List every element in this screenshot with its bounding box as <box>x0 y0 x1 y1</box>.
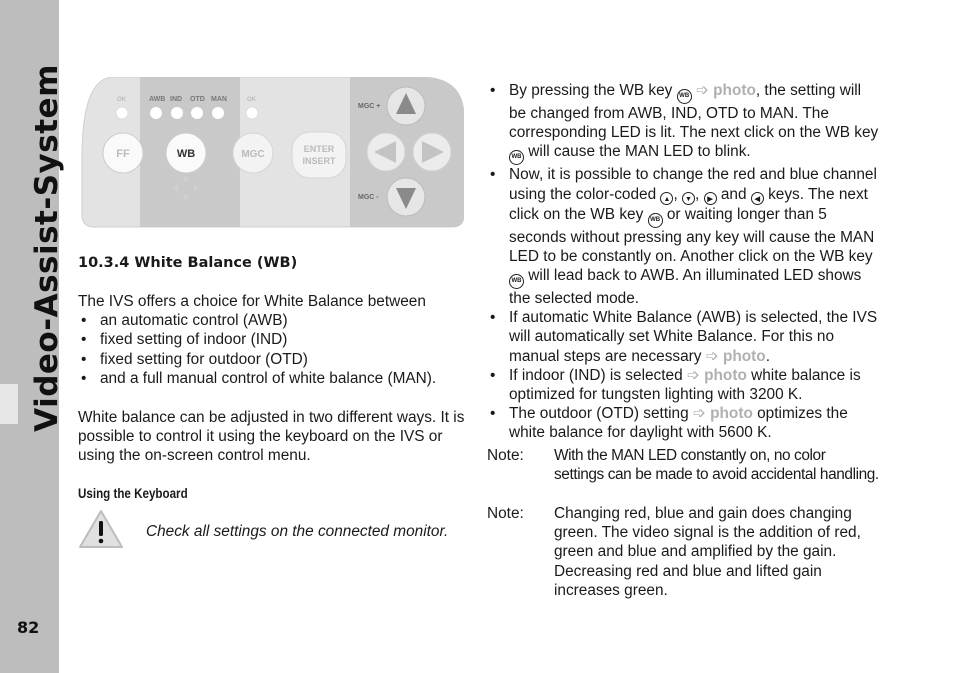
note-label: Note: <box>487 505 524 522</box>
section-heading: 10.3.4 White Balance (WB) <box>78 255 298 271</box>
bullet2-and: and <box>720 185 747 203</box>
led-label-man: MAN <box>211 96 227 103</box>
bullet2-text-c: or waiting longer than 5 seconds without pressing any key will cause the MAN LED to be constantly on. Another click on the WB key <box>509 205 875 265</box>
list-item: • an automatic control (AWB) <box>78 311 470 330</box>
svg-text:ENTER: ENTER <box>303 144 335 154</box>
photo-link[interactable]: photo <box>710 405 753 423</box>
right-bullets <box>487 81 879 443</box>
wb-key-icon: WB <box>677 89 692 104</box>
bullet1-text-b: , the setting will be changed from AWB, IND, OTD to MAN. The corresponding LED is lit. The next click on the WB key <box>509 82 879 142</box>
svg-text:OK: OK <box>247 97 256 103</box>
list-item: • Now, it is possible to change the red and blue channel using the color-coded ▲ , ▼ , ▶ and ◀ keys. The next click on the WB key WB or waiting longer than 5 seconds without pressing any key will cause the MAN LED to be constantly on. Another click on the WB key WB will lead back to AWB. An illuminated LED shows the selected mode. <box>487 165 879 308</box>
photo-link[interactable]: photo <box>704 366 747 384</box>
mgc-button-label: MGC <box>241 149 265 160</box>
bullet4-text-b: white balance is optimized for tungsten lighting with 3200 K. <box>509 366 861 404</box>
wb-key-icon: WB <box>509 274 524 289</box>
bullet3-text-a: If automatic White Balance (AWB) is selected, the IVS will automatically set White Balance. For this no manual steps are necessary <box>509 309 878 365</box>
list-item: • If automatic White Balance (AWB) is selected, the IVS will automatically set White Balance. For this no manual steps are necessary ➩ photo. <box>487 308 879 366</box>
note-label: Note: <box>487 447 524 464</box>
wb-key-icon: WB <box>509 150 524 165</box>
instruction-list <box>487 81 879 443</box>
arrow-right-icon: ➩ <box>705 347 719 365</box>
left-para2: White balance can be adjusted in two different ways. It is possible to control it using the keyboard on the IVS or using the on-screen control menu. <box>78 409 465 465</box>
bullet1-text-a: By pressing the WB key <box>509 82 673 99</box>
photo-link[interactable]: photo <box>713 82 756 99</box>
led-label-otd: OTD <box>190 96 205 103</box>
bullet5-text-a: The outdoor (OTD) setting <box>509 405 689 423</box>
choice-list <box>78 311 470 388</box>
bullet2-text-d: will lead back to AWB. An illuminated LED shows the selected mode. <box>509 267 862 308</box>
led-label-awb: AWB <box>149 96 166 103</box>
list-item <box>487 404 879 442</box>
note-1 <box>487 446 879 484</box>
list-item: • fixed setting for outdoor (OTD) <box>78 350 470 369</box>
photo-link[interactable]: photo <box>722 347 766 365</box>
bullet2-text-a: Now, it is possible to change the red and blue channel using the color-coded <box>509 166 877 203</box>
left-intro <box>78 292 470 388</box>
warning-text: Check all settings on the connected monitor. <box>146 523 449 540</box>
note-1-text: With the MAN LED constantly on, no color settings can be made to avoid accidental handling. <box>554 447 879 484</box>
arrow-right-icon: ➩ <box>692 405 706 423</box>
note-2-text: Changing red, blue and gain does changing green. The video signal is the addition of red, green and blue and amplified by the gain. Decreasing red and blue and lifted gain increases green. <box>554 505 861 599</box>
enter-insert-button[interactable] <box>292 132 346 178</box>
page-number: 82 <box>17 618 40 637</box>
sidebar-band <box>0 384 18 424</box>
ivs-keyboard-illustration <box>80 77 464 229</box>
left-key-icon: ◀ <box>751 192 764 205</box>
right-key-icon: ▶ <box>704 192 717 205</box>
bullet2-text-b: keys. The next click on the WB key <box>509 185 868 223</box>
intro-text: The IVS offers a choice for White Balance between <box>78 293 426 310</box>
mgc-plus-label: MGC + <box>358 103 381 110</box>
list-item: • fixed setting of indoor (IND) <box>78 330 470 349</box>
wb-button-label: WB <box>176 148 196 160</box>
list-item: • and a full manual control of white balance (MAN). <box>78 369 470 388</box>
arrow-right-icon: ➩ <box>686 366 700 384</box>
bullet4-text-a: If indoor (IND) is selected <box>509 366 683 384</box>
svg-text:OK: OK <box>117 97 126 103</box>
arrow-right-icon: ➩ <box>695 82 709 99</box>
bullet5-text-b: optimizes the white balance for daylight with 5600 K. <box>509 405 848 442</box>
list-item <box>487 81 879 165</box>
wb-key-icon: WB <box>648 213 663 228</box>
led-label-ind: IND <box>170 96 183 103</box>
subheading-keyboard: Using the Keyboard <box>78 486 188 501</box>
ff-button-label: FF <box>116 148 130 160</box>
list-item <box>487 366 879 404</box>
mgc-minus-label: MGC - <box>358 194 379 201</box>
note-2 <box>487 504 879 600</box>
bullet1-text-c: will cause the MAN LED to blink. <box>528 143 751 161</box>
warning-icon <box>78 508 124 550</box>
vertical-title: Video-Assist-System <box>29 64 65 432</box>
down-key-icon: ▼ <box>682 192 695 205</box>
svg-text:INSERT: INSERT <box>302 156 336 166</box>
up-key-icon: ▲ <box>660 192 673 205</box>
